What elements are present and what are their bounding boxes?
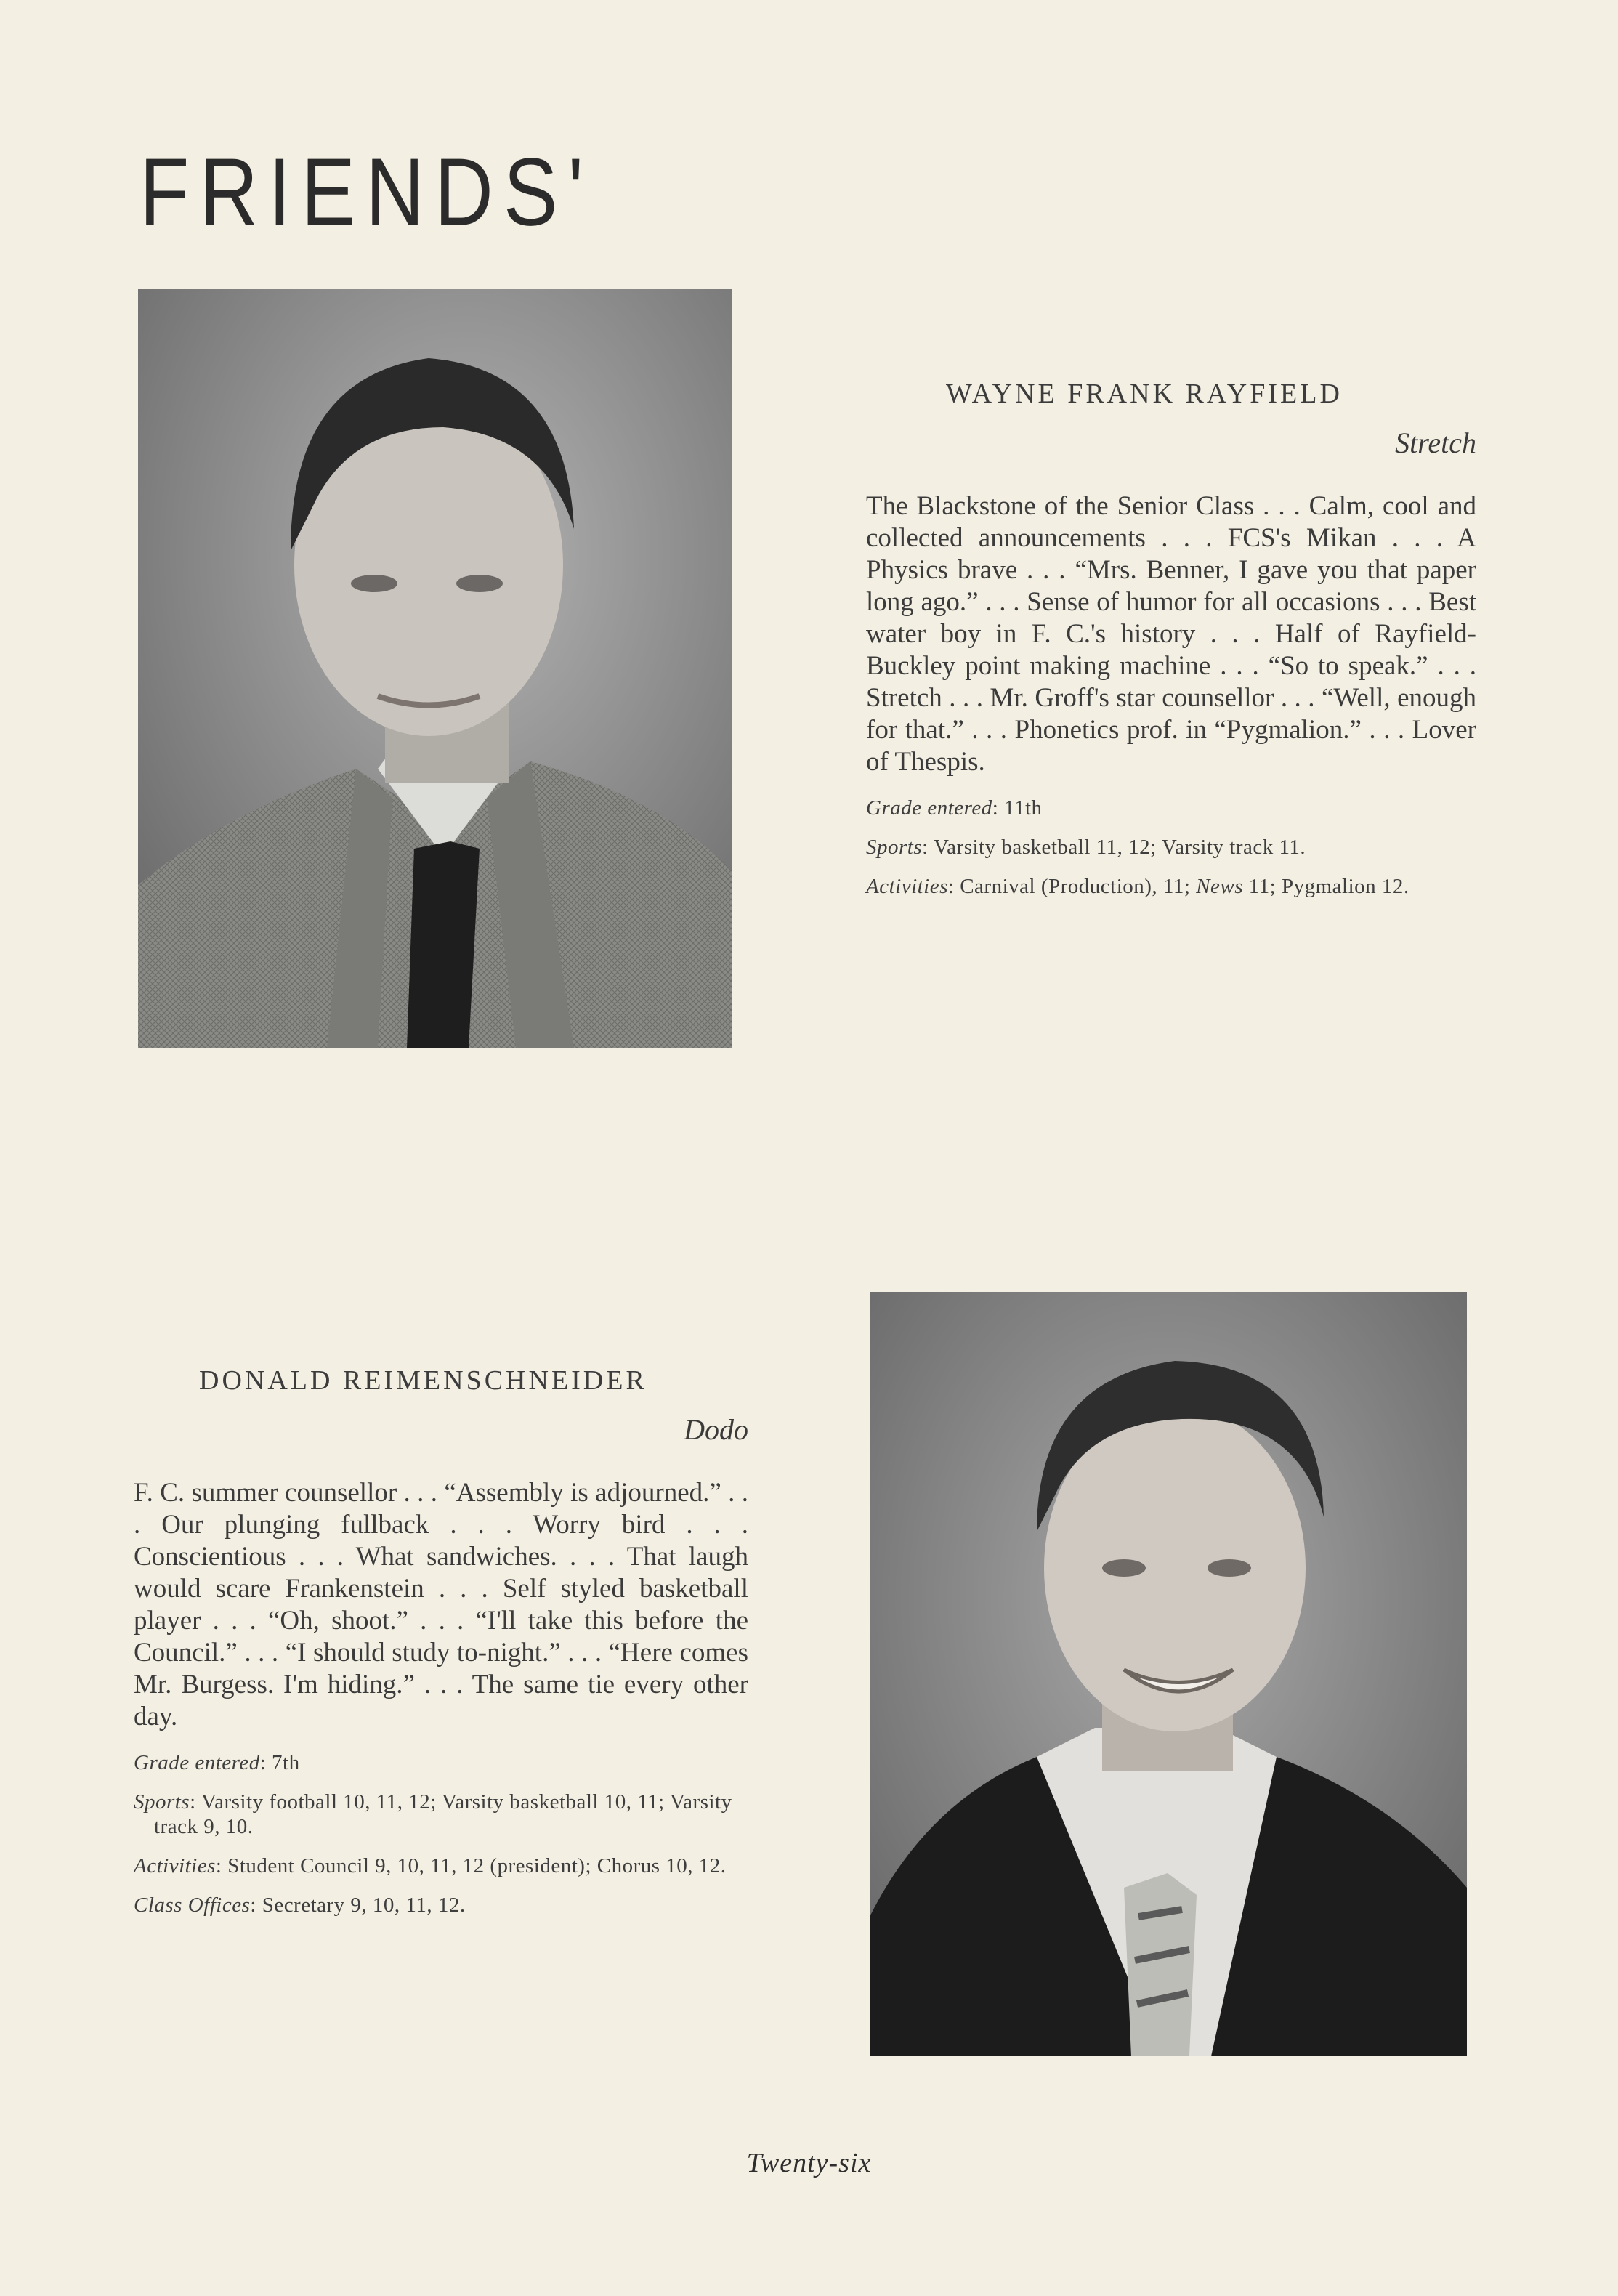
class-offices: Class Offices: Secretary 9, 10, 11, 12. [134,1893,466,1917]
sports: Sports: Varsity football 10, 11, 12; Varsity basketball 10, 11; Varsity track 9, 10. [134,1790,732,1838]
activities: Activities: Carnival (Production), 11; News 11; Pygmalion 12. [866,875,1409,898]
offices-value: Secretary 9, 10, 11, 12. [262,1893,466,1917]
page-title: FRIENDS' [139,138,594,246]
sports-label: Sports [134,1790,190,1814]
sports-value: Varsity football 10, 11, 12; Varsity basketball 10, 11; Varsity track 9, 10. [154,1790,732,1838]
portrait-image [138,289,732,1048]
activities-value: Student Council 9, 10, 11, 12 (president); Chorus 10, 12. [227,1854,727,1877]
grade-entered: Grade entered: 11th [866,796,1043,820]
grade-label: Grade entered [134,1751,260,1774]
sports-label: Sports [866,836,923,859]
grade-entered: Grade entered: 7th [134,1751,300,1774]
page-number: Twenty-six [746,2148,872,2178]
grade-label: Grade entered [866,796,992,820]
portrait-photo-rayfield [138,289,732,1048]
activities-label: Activities [866,875,948,898]
portrait-photo-reimenschneider [870,1292,1467,2056]
student-name: WAYNE FRANK RAYFIELD [946,379,1343,409]
offices-label: Class Offices [134,1893,251,1917]
entry-reimenschneider [134,1365,748,1932]
student-nickname: Stretch [1395,427,1476,459]
activities-value-continued: 11; Pygmalion 12. [1243,875,1409,898]
grade-value: 11th [1004,796,1043,820]
sports-value: Varsity basketball 11, 12; Varsity track 11. [933,836,1306,859]
activities-label: Activities [134,1854,216,1877]
activities-value: Carnival (Production), 11; [960,875,1197,898]
grade-value: 7th [272,1751,300,1774]
sports: Sports: Varsity basketball 11, 12; Varsity track 11. [866,836,1306,859]
student-bio: The Blackstone of the Senior Class . . . Calm, cool and collected announcements . . . FCS's Mikan . . . A Physics brave . . . “Mrs. Benner, I gave you that paper long ago.” . . . Sense of humor for all occasions . . . Best water boy in F. C.'s history . . . Half of Rayfield-Buckley point making machine . . . “So to speak.” . . . Stretch . . . Mr. Groff's star counsellor . . . “Well, enough for that.” . . . Phonetics prof. in “Pygmalion.” . . . Lover of Thespis. [866,491,1476,777]
student-name: DONALD REIMENSCHNEIDER [199,1365,647,1396]
activities: Activities: Student Council 9, 10, 11, 12 (president); Chorus 10, 12. [134,1854,727,1877]
activities-news: News [1196,875,1243,898]
student-nickname: Dodo [684,1413,748,1446]
student-bio: F. C. summer counsellor . . . “Assembly is adjourned.” . . . Our plunging fullback . . . Worry bird . . . Conscientious . . . What sandwiches. . . . That laugh would scare Frankenstein . . . Self styled basketball player . . . “Oh, shoot.” . . . “I'll take this before the Council.” . . . “I should study to-night.” . . . “Here comes Mr. Burgess. I'm hiding.” . . . The same tie every other day. [134,1478,748,1731]
portrait-image [870,1292,1467,2056]
entry-rayfield [866,378,1476,913]
